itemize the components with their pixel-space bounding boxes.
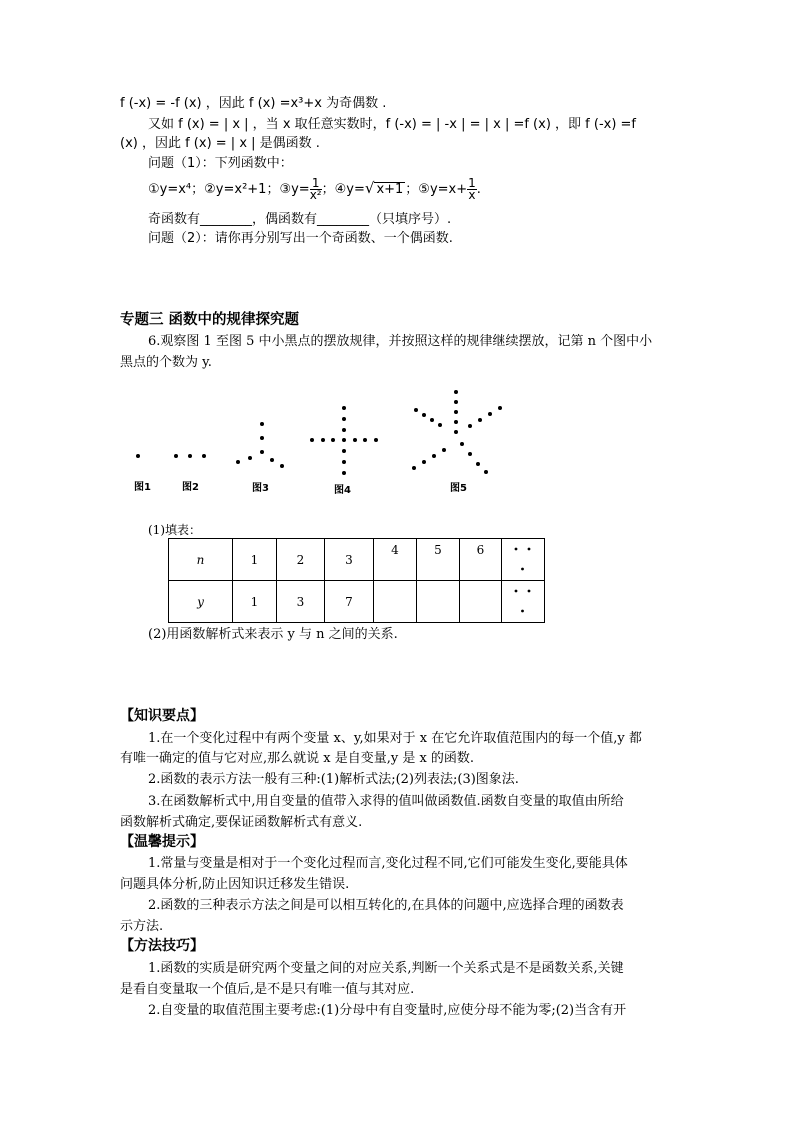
- question-1-label: 问题（1）：下列函数中：: [148, 156, 293, 171]
- table-cell: 3: [325, 539, 374, 581]
- section-title: 专题三 函数中的规律探究题: [120, 311, 300, 328]
- text-line: f (-x) = -f (x) ，因此 f (x) =x³+x 为奇偶数 .: [120, 96, 387, 111]
- fill-table: [168, 538, 545, 623]
- knowledge-line: 3.在函数解析式中,用自变量的值带入求得的值叫做函数值.函数自变量的取值由所给: [148, 794, 624, 809]
- func-end: .: [476, 182, 481, 197]
- denominator: x²: [309, 188, 322, 202]
- figure-4: [310, 406, 378, 475]
- knowledge-line: 1.在一个变化过程中有两个变量 x、y,如果对于 x 在它允许取值范围内的每一个值,y 都: [148, 731, 642, 746]
- numerator: 1: [468, 176, 476, 190]
- fraction: [310, 178, 322, 201]
- func-1-2: ①y=x⁴；②y=x²+1；③y=: [148, 182, 310, 197]
- answer-blank-line: 奇函数有________，偶函数有________（只填序号）.: [148, 212, 452, 227]
- ellipsis-dots: [502, 581, 544, 619]
- dot-figures: [120, 380, 520, 500]
- table-cell: [374, 581, 417, 623]
- knowledge-line: 有唯一确定的值与它对应,那么就说 x 是自变量,y 是 x 的函数.: [120, 751, 475, 766]
- knowledge-line: 函数解析式确定,要保证函数解析式有意义.: [120, 815, 363, 830]
- figure-label: 图3: [252, 483, 269, 494]
- methods-line: 1.函数的实质是研究两个变量之间的对应关系,判断一个关系式是不是函数关系,关键: [148, 961, 624, 976]
- table-cell: 1: [233, 539, 277, 581]
- ellipsis-cell: [502, 539, 545, 581]
- figure-2: [174, 454, 206, 458]
- ellipsis-dots: [502, 539, 544, 577]
- table-cell: 6: [460, 539, 502, 581]
- methods-line: 2.自变量的取值范围主要考虑:(1)分母中有自变量时,应使分母不能为零;(2)当含有开: [148, 1003, 627, 1018]
- table-cell: [460, 581, 502, 623]
- ellipsis-cell: [502, 581, 545, 623]
- figure-label: 图2: [182, 482, 199, 493]
- table-cell: 3: [277, 581, 325, 623]
- radical-sign: √: [364, 179, 375, 197]
- tips-heading: 【温馨提示】: [120, 834, 204, 850]
- tips-line: 2.函数的三种表示方法之间是可以相互转化的,在具体的问题中,应选择合理的函数表: [148, 898, 624, 913]
- row-header-y: y: [169, 581, 233, 623]
- denominator: x: [468, 188, 476, 202]
- tips-line: 问题具体分析,防止因知识迁移发生错误.: [120, 877, 350, 892]
- figure-1: [136, 454, 140, 458]
- problem-text: 6.观察图 1 至图 5 中小黑点的摆放规律，并按照这样的规律继续摆放，记第 n 个图中小: [148, 334, 653, 349]
- question-2: 问题（2）：请你再分别写出一个奇函数、一个偶函数.: [148, 231, 453, 246]
- tips-line: 1.常量与变量是相对于一个变化过程而言,变化过程不同,它们可能发生变化,要能具体: [148, 856, 628, 871]
- fraction: [467, 178, 477, 201]
- func-5-prefix: ；⑤y=x+: [405, 182, 468, 197]
- table-cell: 5: [417, 539, 460, 581]
- methods-line: 是看自变量取一个值后,是不是只有唯一值与其对应.: [120, 982, 415, 997]
- table-cell: [417, 581, 460, 623]
- row-header-n: n: [169, 539, 233, 581]
- table-cell: 2: [277, 539, 325, 581]
- numerator: 1: [310, 178, 322, 190]
- table-row: [169, 581, 545, 623]
- knowledge-line: 2.函数的表示方法一般有三种:(1)解析式法;(2)列表法;(3)图象法.: [148, 772, 519, 787]
- text-line: (x) ，因此 f (x) = | x | 是偶函数 .: [120, 136, 320, 151]
- text-line: 又如 f (x) = | x | ，当 x 取任意实数时，f (-x) = | -x | = | x | =f (x) ，即 f (-x) =f: [148, 117, 636, 132]
- figure-label: 图1: [134, 482, 151, 493]
- fill-table-label: (1)填表：: [148, 523, 201, 537]
- figure-label: 图5: [450, 483, 467, 494]
- func-4-prefix: ；④y=: [321, 182, 365, 197]
- problem-text: 黑点的个数为 y.: [120, 355, 212, 370]
- tips-line: 示方法.: [120, 919, 164, 934]
- question-2-text: (2)用函数解析式来表示 y 与 n 之间的关系.: [148, 627, 398, 642]
- table-row: [169, 539, 545, 581]
- radicand: x+1: [376, 182, 404, 197]
- figure-3: [236, 422, 284, 468]
- methods-heading: 【方法技巧】: [120, 938, 204, 954]
- knowledge-heading: 【知识要点】: [120, 708, 204, 724]
- table-cell: 1: [233, 581, 277, 623]
- figure-label: 图4: [334, 485, 351, 496]
- figure-5: [412, 390, 502, 474]
- table-cell: 4: [374, 539, 417, 581]
- function-list: [148, 174, 481, 208]
- table-cell: 7: [325, 581, 374, 623]
